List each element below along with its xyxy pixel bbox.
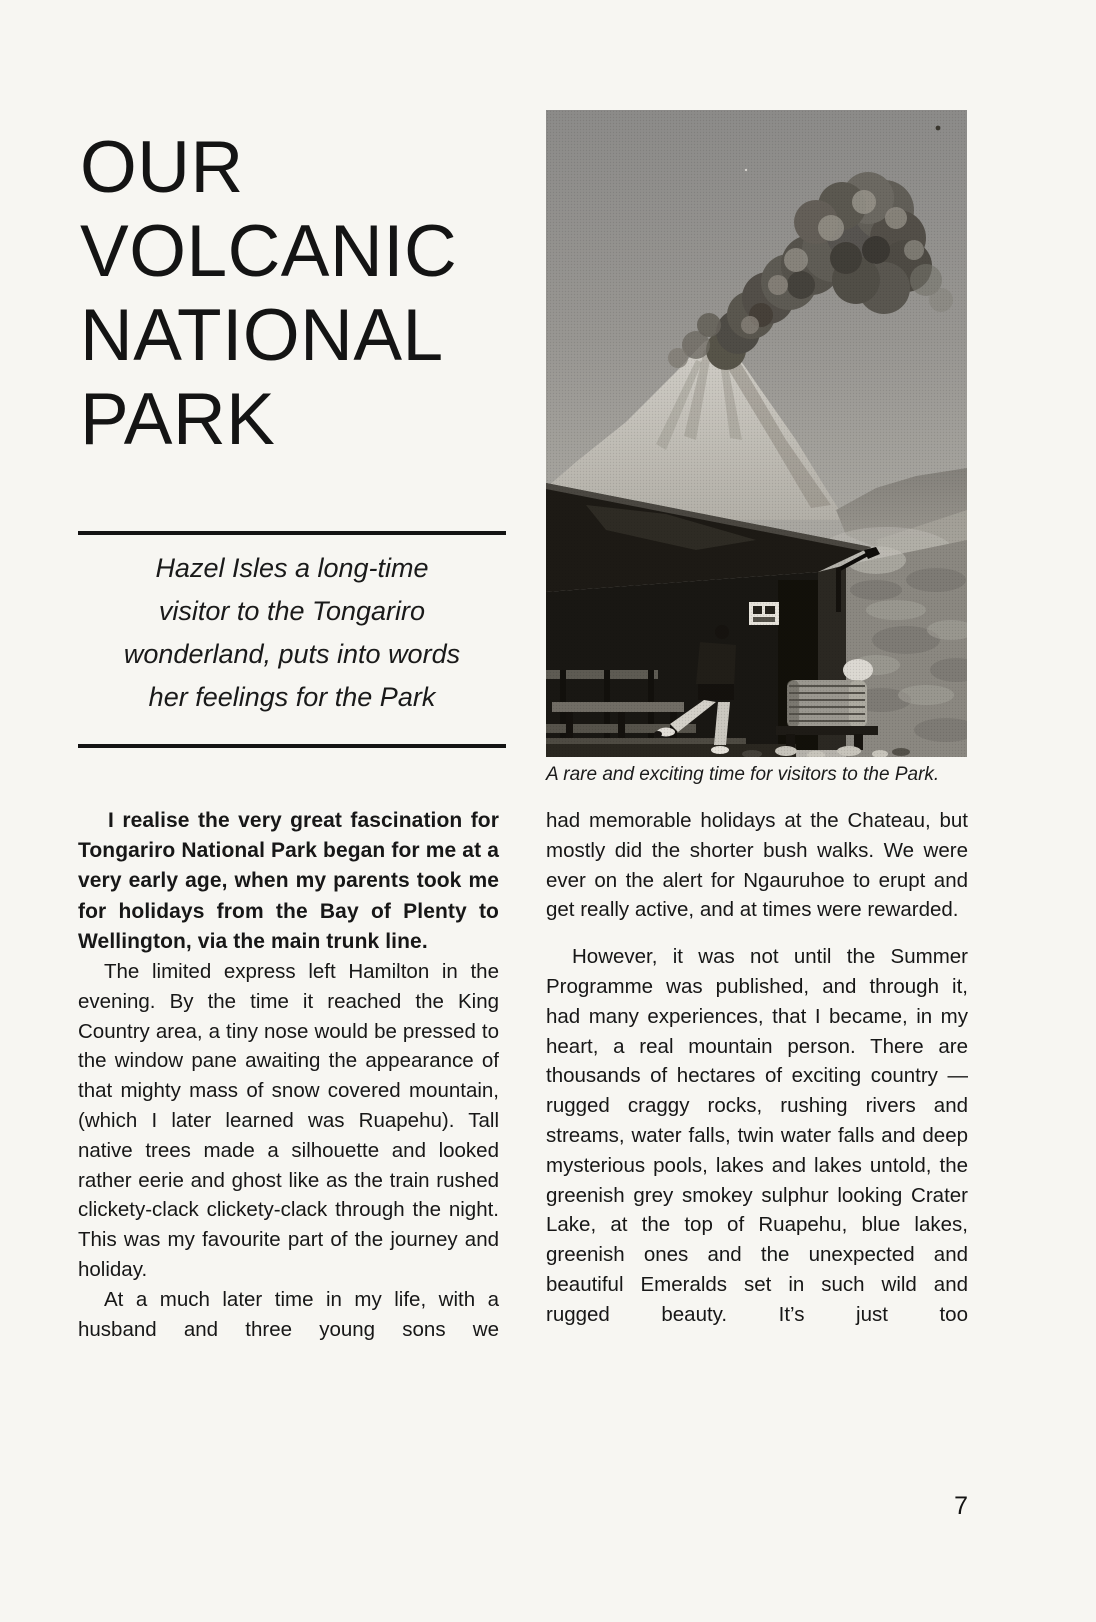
title-line: VOLCANIC (80, 211, 458, 292)
standfirst-line: visitor to the Tongariro (158, 596, 426, 626)
page-number: 7 (954, 1492, 968, 1520)
lead-paragraph: I realise the very great fascination for Tongariro National Park began for me at a very early age, when my parents took me for holidays from the Bay of Plenty to Wellington, via the main trunk line. (78, 809, 499, 953)
paragraph: The limited express left Hamilton in the evening. By the time it reached the King Country area, a tiny nose would be pressed to the window pane awaiting the appearance of that mighty mass of snow covered mountain, (which I later learned was Ruapehu). Tall native trees made a silhouette and looked rather eerie and ghost like as the train rushed clickety-clack clickety-clack through the night. This was my favourite part of the journey and holiday. (78, 960, 499, 1281)
standfirst-line: wonderland, puts into words (123, 639, 461, 669)
halftone-overlay (546, 110, 967, 757)
divider-bottom (78, 744, 506, 748)
title-line: PARK (80, 379, 276, 460)
volcano-eruption-photo (546, 110, 967, 757)
standfirst-line: her feelings for the Park (148, 682, 436, 712)
body-column-left (78, 806, 499, 1344)
paragraph: However, it was not until the Summer Programme was published, and through it, had many experiences, that I became, in my heart, a real mountain person. There are thousands of hectares of exciting country — rugged craggy rocks, rushing rivers and streams, water falls, twin water falls and deep mysterious pools, lakes and lakes untold, the greenish grey smokey sulphur looking Crater Lake, at the top of Ruapehu, blue lakes, greenish ones and the unexpected and beautiful Emeralds set in such wild and rugged beauty. It’s just too (546, 945, 968, 1326)
paragraph: had memorable holidays at the Chateau, but mostly did the shorter bush walks. We were ever on the alert for Ngauruhoe to erupt and get really active, and at times were rewarded. (546, 809, 968, 922)
standfirst (78, 547, 506, 719)
body-column-right (546, 806, 968, 1330)
paragraph: At a much later time in my life, with a husband and three young sons we (78, 1287, 499, 1341)
title-line: OUR (80, 127, 244, 208)
standfirst-line: Hazel Isles a long-time (155, 553, 429, 583)
divider-top (78, 531, 506, 535)
title-line: NATIONAL (80, 295, 444, 376)
park-photo (546, 110, 967, 757)
photo-caption: A rare and exciting time for visitors to the Park. (546, 764, 940, 785)
article-title (80, 126, 520, 462)
